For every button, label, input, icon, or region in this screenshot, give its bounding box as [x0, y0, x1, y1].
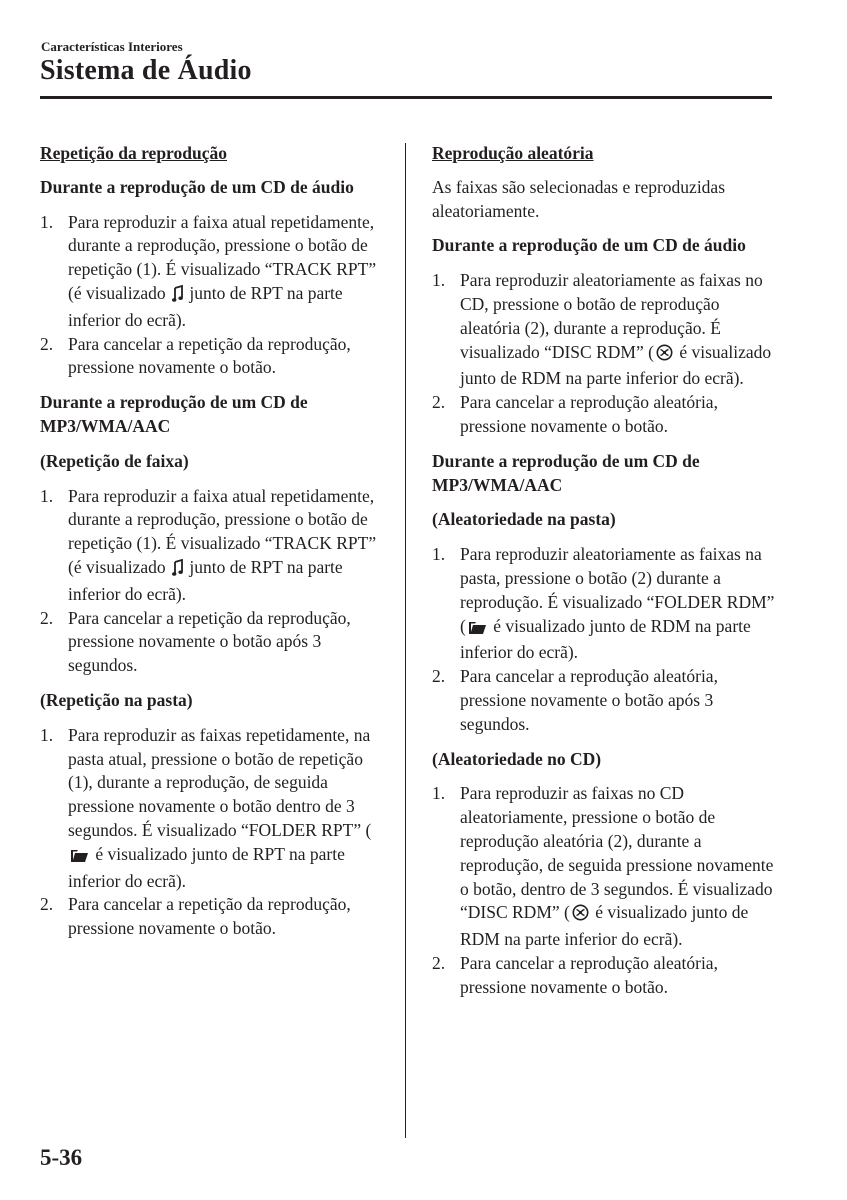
step-number: 1. [40, 485, 54, 506]
step-number: 1. [40, 724, 54, 745]
list-item [40, 211, 385, 333]
step-text: Para reproduzir as faixas repetidamente, na pasta atual, pressione o botão de repetição (1), durante a reprodução, de seguida pressione novamente o botão dentro de 3 segundos. É visualizado “FOLDER RPT” ( é visualizado junto de RPT na parte inferior do ecrã). [68, 724, 372, 891]
subheading-mp3: Durante a reprodução de um CD de MP3/WMA/AAC [432, 450, 700, 495]
page-number: 5-36 [40, 1145, 83, 1170]
disc-random-icon [572, 904, 589, 928]
list-item [432, 269, 777, 391]
step-text: Para cancelar a reprodução aleatória, pressione novamente o botão. [460, 392, 718, 436]
step-text: Para reproduzir aleatoriamente as faixas na pasta, pressione o botão (2) durante a reprodução. É visualizado “FOLDER RDM” ( é visualizado junto de RDM na parte inferior do ecrã). [460, 544, 775, 663]
repeat-track-steps [40, 485, 385, 678]
music-note-icon [172, 559, 183, 583]
list-item [432, 782, 777, 952]
step-text: Para cancelar a repetição da reprodução, pressione novamente o botão após 3 segundos. [68, 607, 351, 676]
subheading-cd-audio: Durante a reprodução de um CD de áudio [40, 176, 354, 197]
list-item [40, 333, 385, 381]
list-item [40, 724, 385, 894]
column-divider [405, 143, 406, 1138]
list-item [40, 893, 385, 941]
step-text: Para reproduzir a faixa atual repetidamente, durante a reprodução, pressione o botão de repetição (1). É visualizado “TRACK RPT” (é visualizado junto de RPT na parte inferior do ecrã). [68, 211, 377, 330]
title-rule [40, 96, 772, 99]
right-column [432, 142, 777, 1011]
disc-random-icon [656, 344, 673, 368]
list-item [432, 665, 777, 736]
step-number: 2. [40, 607, 54, 628]
list-item [432, 952, 777, 1000]
step-text: Para cancelar a repetição da reprodução, pressione novamente o botão. [68, 894, 351, 939]
list-item [40, 485, 385, 607]
page-title: Sistema de Áudio [40, 55, 252, 86]
step-text: Para cancelar a reprodução aleatória, pressione novamente o botão. [460, 952, 718, 997]
step-text: Para cancelar a repetição da reprodução, pressione novamente o botão. [68, 333, 351, 378]
step-number: 2. [432, 666, 446, 687]
list-item [40, 607, 385, 678]
subheading-cd-audio: Durante a reprodução de um CD de áudio [432, 235, 746, 256]
intro-paragraph: As faixas são selecionadas e reproduzidas aleatoriamente. [432, 176, 726, 221]
repeat-cd-audio-steps [40, 211, 385, 381]
subheading-disc-random: (Aleatoriedade no CD) [432, 748, 602, 769]
music-note-icon [172, 285, 183, 309]
folder-icon [468, 618, 487, 642]
step-number: 1. [432, 783, 446, 804]
step-number: 2. [40, 333, 54, 354]
folder-icon [70, 846, 89, 870]
step-number: 2. [432, 392, 446, 413]
step-number: 2. [432, 952, 446, 973]
subheading-mp3: Durante a reprodução de um CD de MP3/WMA/AAC [40, 392, 308, 436]
random-disc-steps [432, 782, 777, 999]
list-item [432, 543, 777, 665]
step-text: Para reproduzir aleatoriamente as faixas no CD, pressione o botão de reprodução aleatória (2), durante a reprodução. É visualizado “DISC RDM” ( é visualizado junto de RDM na parte inferior do ecrã). [460, 270, 772, 389]
step-number: 2. [40, 894, 54, 915]
subheading-folder-repeat: (Repetição na pasta) [40, 689, 193, 710]
step-text: Para reproduzir as faixas no CD aleatoriamente, pressione o botão de reprodução aleatória (2), durante a reprodução, de seguida pressione novamente o botão, dentro de 3 segundos. É visualizado “DISC RDM” ( é visualizado junto de RDM na parte inferior do ecrã). [460, 783, 774, 950]
section-heading-repeat: Repetição da reprodução [40, 143, 227, 163]
section-label: Características Interiores [41, 39, 183, 54]
subheading-folder-random: (Aleatoriedade na pasta) [432, 509, 616, 530]
list-item [432, 391, 777, 439]
step-number: 1. [432, 544, 446, 565]
step-text: Para cancelar a reprodução aleatória, pressione novamente o botão após 3 segundos. [460, 666, 718, 734]
section-heading-random: Reprodução aleatória [432, 143, 594, 163]
step-number: 1. [432, 270, 446, 291]
step-text: Para reproduzir a faixa atual repetidamente, durante a reprodução, pressione o botão de repetição (1). É visualizado “TRACK RPT” (é visualizado junto de RPT na parte inferior do ecrã). [68, 485, 377, 604]
step-number: 1. [40, 211, 54, 232]
random-folder-steps [432, 543, 777, 736]
left-column [40, 142, 385, 952]
subheading-track-repeat: (Repetição de faixa) [40, 450, 189, 471]
repeat-folder-steps [40, 724, 385, 941]
random-cd-audio-steps [432, 269, 777, 439]
